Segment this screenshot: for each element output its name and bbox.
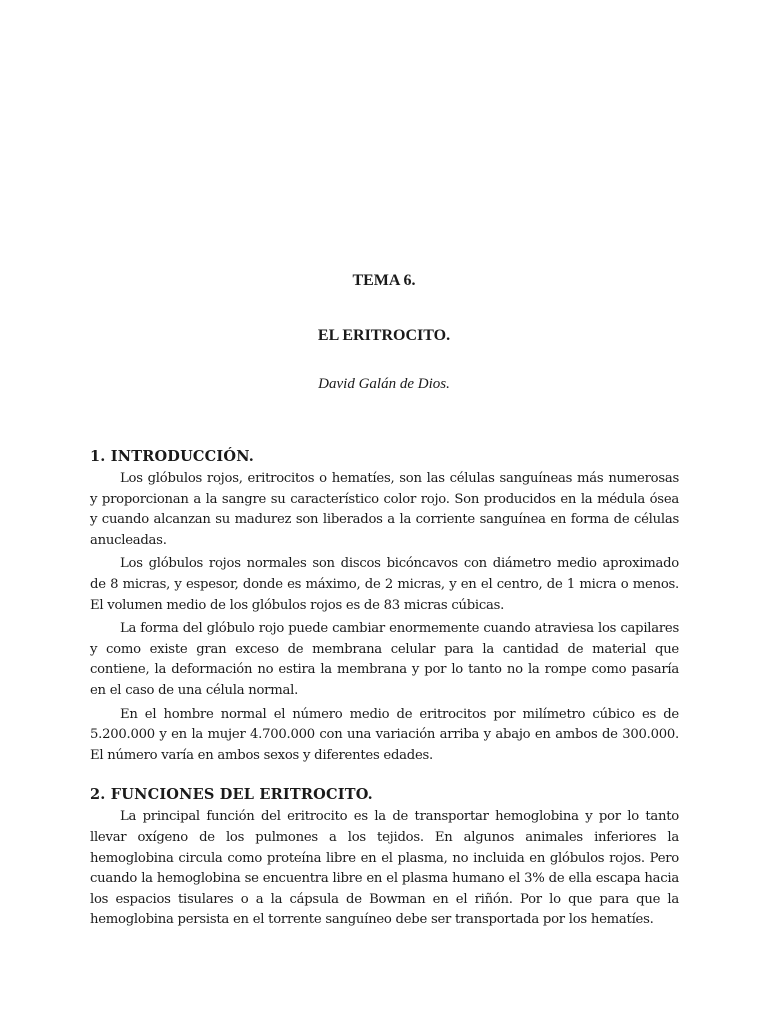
paragraph: Los glóbulos rojos, eritrocitos o hematíes, son las células sanguíneas más numerosas y proporcionan a la sangre su característico color rojo. Son producidos en la médula ósea y cuando alcanzan su madurez son liberados a la corriente sanguínea en forma de células anucleadas.: [90, 471, 679, 548]
author-name: David Galán de Dios.: [318, 376, 450, 392]
chapter-number: TEMA 6.: [352, 272, 416, 289]
paragraph: En el hombre normal el número medio de eritrocitos por milímetro cúbico es de 5.200.000 y en la mujer 4.700.000 con una variación arriba y abajo en ambos de 300.000. El número varía en ambos sexos y diferentes edades.: [90, 706, 679, 763]
paragraph: Los glóbulos rojos normales son discos bicóncavos con diámetro medio aproximado de 8 micras, y espesor, donde es máximo, de 2 micras, y en el centro, de 1 micra o menos. El volumen medio de los glóbulos rojos es de 83 micras cúbicas.: [90, 556, 679, 613]
paragraph: La principal función del eritrocito es la de transportar hemoglobina y por lo tanto llevar oxígeno de los pulmones a los tejidos. En algunos animales inferiores la hemoglobina circula como proteína libre en el plasma, no incluida en glóbulos rojos. Pero cuando la hemoglobina se encuentra libre en el plasma humano el 3% de ella escapa hacia los espacios tisulares o a la cápsula de Bowman en el riñón. Por lo que para que la hemoglobina persista en el torrente sanguíneo debe ser transportada por los hematíes.: [90, 809, 679, 928]
section-funciones: [90, 784, 679, 931]
section-heading: 1. INTRODUCCIÓN.: [90, 448, 254, 465]
section-introduccion: [90, 446, 679, 766]
section-heading: 2. FUNCIONES DEL ERITROCITO.: [90, 786, 373, 804]
paragraph: La forma del glóbulo rojo puede cambiar enormemente cuando atraviesa los capilares y como existe gran exceso de membrana celular para la cantidad de material que contiene, la deformación no estira la membrana y por lo tanto no la rompe como pasaría en el caso de una célula normal.: [90, 621, 679, 698]
body-content: [90, 446, 679, 934]
chapter-title: EL ERITROCITO.: [317, 327, 451, 344]
